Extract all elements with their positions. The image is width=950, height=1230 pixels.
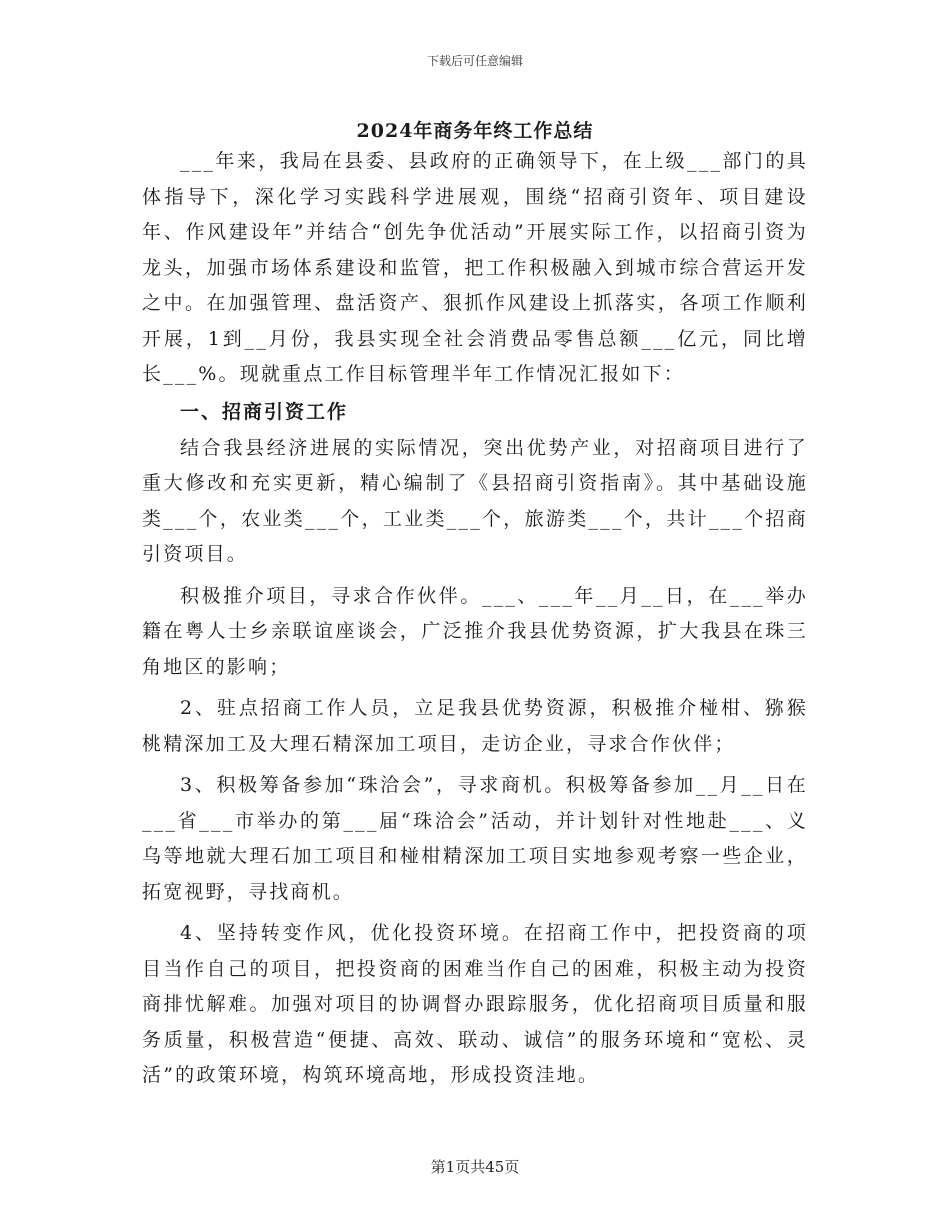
- body-paragraph: 积极推介项目，寻求合作伙伴。___、___年__月__日，在___举办籍在粤人士乡亲联谊座谈会，广泛推介我县优势资源，扩大我县在珠三角地区的影响；: [142, 584, 808, 678]
- section-heading: 一、招商引资工作: [180, 400, 349, 423]
- page-header: 下载后可任意编辑: [426, 54, 523, 68]
- body-paragraph: 4、坚持转变作风，优化投资环境。在招商工作中，把投资商的项目当作自己的项目，把投资商的困难当作自己的困难，积极主动为投资商排忧解难。加强对项目的协调督办跟踪服务，优化招商项目质量和服务质量，积极营造“便捷、高效、联动、诚信”的服务环境和“宽松、灵活”的政策环境，构筑环境高地，形成投资洼地。: [142, 922, 808, 1086]
- document-title: 2024年商务年终工作总结: [356, 120, 594, 142]
- body-paragraph: 结合我县经济进展的实际情况，突出优势产业，对招商项目进行了重大修改和充实更新，精心编制了《县招商引资指南》。其中基础设施类___个，农业类___个，工业类___个，旅游类___个，共计___个招商引资项目。: [142, 436, 808, 565]
- page-number: 第1页共45页: [430, 1158, 520, 1176]
- body-paragraph: 3、积极筹备参加“珠洽会”，寻求商机。积极筹备参加__月__日在___省___市举办的第___届“珠洽会”活动，并计划针对性地赴___、义乌等地就大理石加工项目和椪柑精深加工项目实地参观考察一些企业，拓宽视野，寻找商机。: [142, 774, 808, 903]
- document-body: [142, 144, 808, 1094]
- body-paragraph: 2、驻点招商工作人员，立足我县优势资源，积极推介椪柑、猕猴桃精深加工及大理石精深加工项目，走访企业，寻求合作伙伴；: [142, 697, 808, 755]
- intro-paragraph: ___年来，我局在县委、县政府的正确领导下，在上级___部门的具体指导下，深化学习实践科学进展观，围绕“招商引资年、项目建设年、作风建设年”并结合“创先争优活动”开展实际工作，以招商引资为龙头，加强市场体系建设和监管，把工作积极融入到城市综合营运开发之中。在加强管理、盘活资产、狠抓作风建设上抓落实，各项工作顺利开展，1到__月份，我县实现全社会消费品零售总额___亿元，同比增长___%。现就重点工作目标管理半年工作情况汇报如下：: [142, 150, 808, 385]
